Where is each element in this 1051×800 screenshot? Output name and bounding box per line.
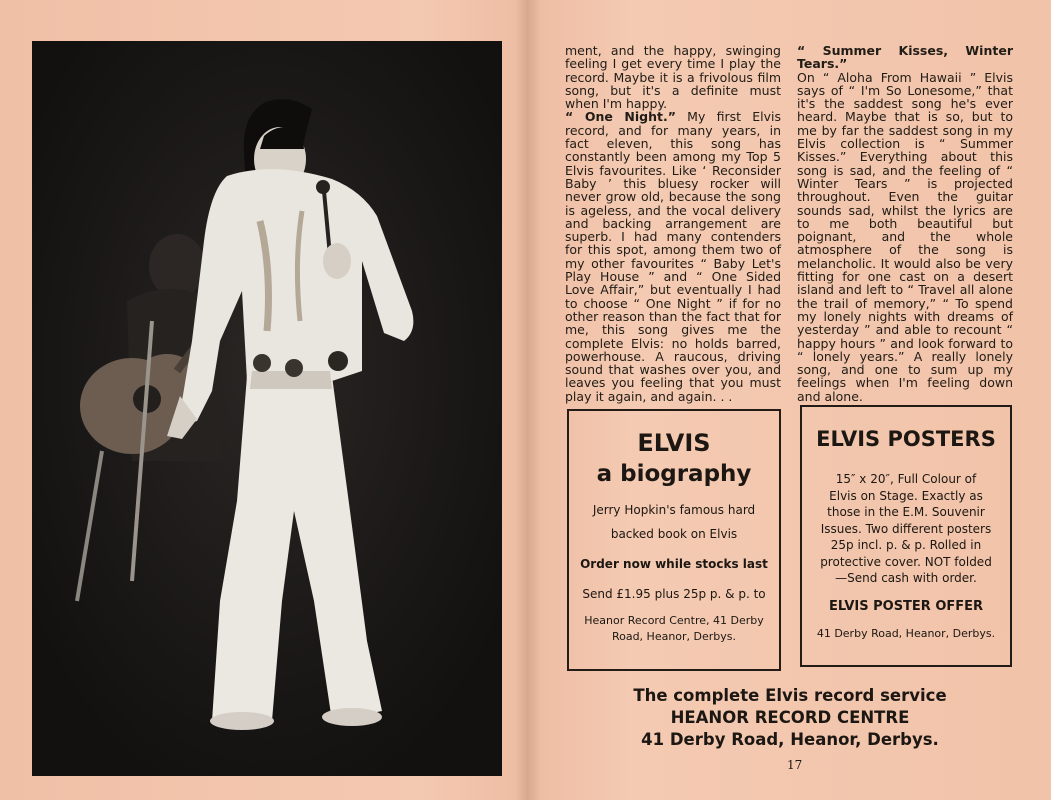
posters-advert [800,405,1012,667]
record-service-footer [560,685,1020,751]
article-paragraph: ment, and the happy, swinging feeling I get every time I play the record. Maybe it is a frivolous film song, but it's a definite must when I'm happy. [565,43,781,112]
ad-title: ELVIS [637,429,711,457]
ad-text: —Send cash with order. [835,571,977,585]
ad-text: Elvis on Stage. Exactly as [829,488,983,503]
ad-address: Road, Heanor, Derbys. [611,630,737,643]
ad-address: Heanor Record Centre, 41 Derby [584,614,764,627]
ad-text: 25p incl. p. & p. Rolled in [830,538,982,552]
ad-order-line: Order now while stocks last [580,557,768,571]
article-paragraph: On “ Aloha From Hawaii ” Elvis says of “ I'm So Lonesome,” that it's the saddest song he's ever heard. Maybe that is so, but to me by far the saddest song in my Elvis collection is “ Summer Kisses.” Everything about this song is sad, and the feeling of “ Winter Tears ” is projected throughout. Even the guitar sounds sad, whilst the lyrics are to me both beautiful but poignant, and the whole atmosphere of the song is melancholic. It would also be very fitting for one cast on a desert island and left to “ Travel all alone the trail of memory,” “ To spend my lonely nights with dreams of yesterday ” and able to recount “ happy hours ” and look forward to “ lonely years.” A really lonely song, and one to sum up my feelings when I'm feeling down and alone. [797,69,1013,404]
article-text: My first Elvis record, and for many years, in fact eleven, this song has constantly been among my Top 5 Elvis favourites. Like ‘ Reconsider Baby ’ this bluesy rocker will never grow old, because the song is ageless, and the vocal delivery and backing arrangement are superb. I had many contenders for this spot, among them two of my other favourites “ Baby Let's Play House ” and “ One Sided Love Affair,” but eventually I had to choose “ One Night ” if for no other reason than the fact that for me, this song gives me the complete Elvis: no holds barred, powerhouse. A raucous, driving sound that washes over you, and leaves you feeling that you must play it again, and again. . . [565,109,781,404]
ad-title: ELVIS POSTERS [816,427,996,451]
ad-price: Send £1.95 plus 25p p. & p. to [582,587,766,601]
article-paragraph [565,110,781,403]
footer-line: HEANOR RECORD CENTRE [670,708,910,727]
article-column-2 [797,44,1013,403]
article-column-1 [565,44,781,403]
ad-description [802,471,1010,587]
song-heading: “ Summer Kisses, Winter Tears.” [797,43,1013,72]
performer-illustration [32,41,502,776]
ad-text: 15″ x 20″, Full Colour of [835,472,977,486]
ad-text: Jerry Hopkin's famous hard [592,503,756,517]
ad-text: Issues. Two different posters [820,521,992,536]
footer-line: 41 Derby Road, Heanor, Derbys. [641,730,939,749]
ad-text: those in the E.M. Souvenir [827,505,985,519]
footer-line: The complete Elvis record service [633,686,947,705]
ad-address: 41 Derby Road, Heanor, Derbys. [816,626,996,640]
song-heading: “ One Night.” [565,109,676,125]
ad-text: protective cover. NOT folded [820,554,992,569]
biography-advert [567,409,781,671]
ad-text: backed book on Elvis [610,527,738,541]
ad-subtitle: a biography [596,461,752,487]
ad-offer: ELVIS POSTER OFFER [828,598,984,614]
elvis-stage-photo [32,41,502,776]
page-number: 17 [787,758,803,772]
